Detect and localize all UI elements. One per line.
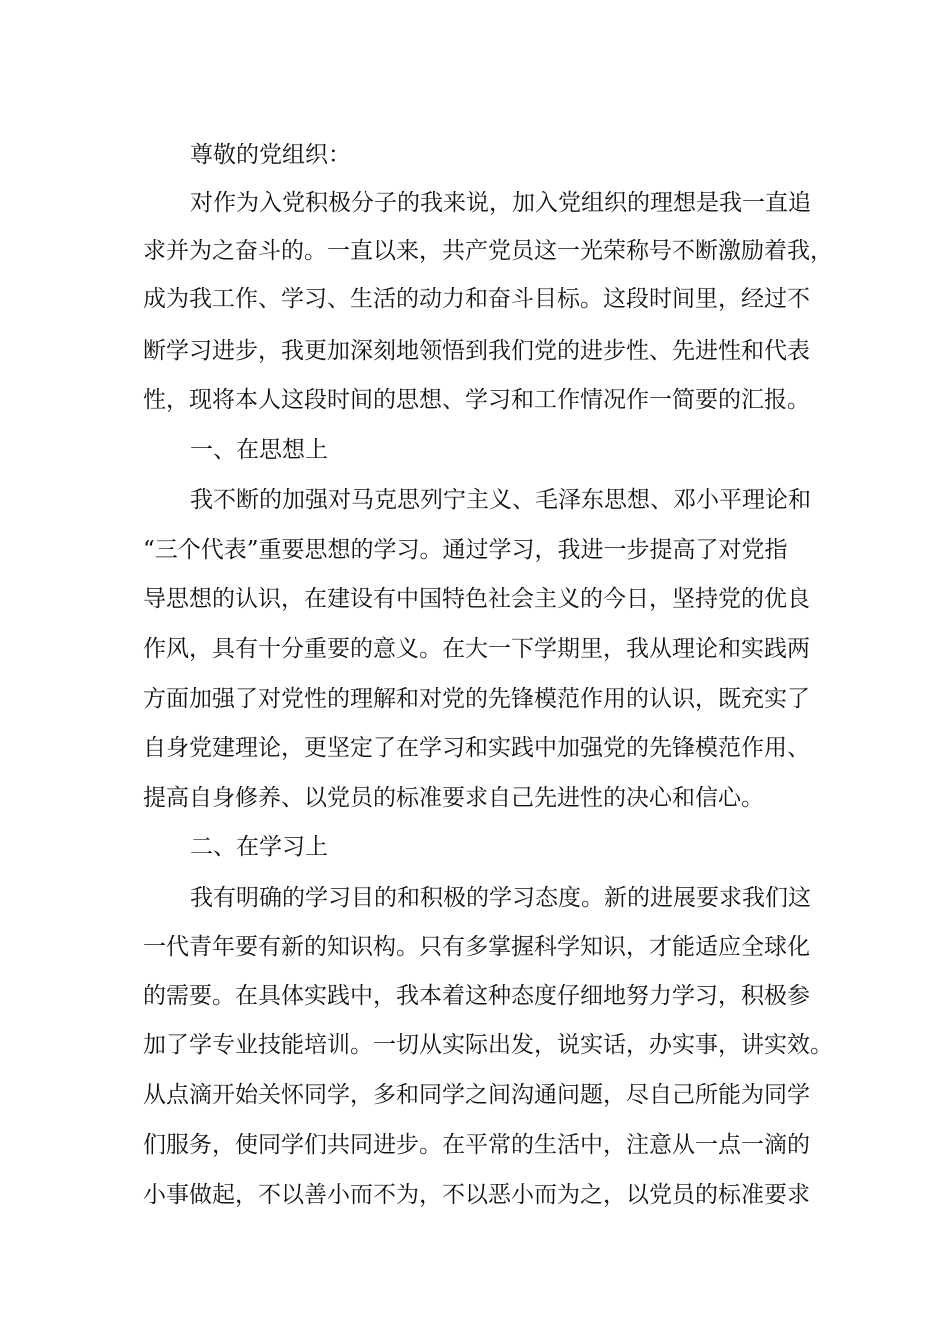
- section-heading: 二、在学习上: [190, 834, 328, 860]
- paragraph-line: 成为我工作、学习、生活的动力和奋斗目标。这段时间里，经过不: [143, 286, 810, 312]
- paragraph-line: 作风，具有十分重要的意义。在大一下学期里，我从理论和实践两: [143, 636, 810, 662]
- section-heading: 一、在思想上: [190, 437, 328, 463]
- salutation: 尊敬的党组织：: [190, 142, 351, 168]
- paragraph-line: 加了学专业技能培训。一切从实际出发，说实话，办实事，讲实效。: [143, 1032, 833, 1058]
- paragraph-line: “三个代表”重要思想的学习。通过学习，我进一步提高了对党指: [143, 537, 788, 563]
- paragraph-line: 小事做起，不以善小而不为，不以恶小而为之，以党员的标准要求: [143, 1182, 810, 1208]
- paragraph-line: 的需要。在具体实践中，我本着这种态度仔细地努力学习，积极参: [143, 983, 810, 1009]
- paragraph-line: 方面加强了对党性的理解和对党的先锋模范作用的认识，既充实了: [143, 686, 810, 712]
- paragraph-line: 对作为入党积极分子的我来说，加入党组织的理想是我一直追: [190, 190, 811, 216]
- paragraph-line: 导思想的认识，在建设有中国特色社会主义的今日，坚持党的优良: [143, 586, 810, 612]
- paragraph-line: 从点滴开始关怀同学，多和同学之间沟通问题，尽自己所能为同学: [143, 1082, 810, 1108]
- paragraph-line: 我有明确的学习目的和积极的学习态度。新的进展要求我们这: [190, 885, 811, 911]
- paragraph-line: 性，现将本人这段时间的思想、学习和工作情况作一简要的汇报。: [143, 387, 810, 413]
- paragraph-line: 求并为之奋斗的。一直以来，共产党员这一光荣称号不断激励着我，: [143, 238, 833, 264]
- paragraph-line: 们服务，使同学们共同进步。在平常的生活中，注意从一点一滴的: [143, 1132, 810, 1158]
- paragraph-line: 自身党建理论，更坚定了在学习和实践中加强党的先锋模范作用、: [143, 735, 810, 761]
- paragraph-line: 提高自身修养、以党员的标准要求自己先进性的决心和信心。: [143, 785, 764, 811]
- paragraph-line: 我不断的加强对马克思列宁主义、毛泽东思想、邓小平理论和: [190, 487, 811, 513]
- paragraph-line: 一代青年要有新的知识构。只有多掌握科学知识，才能适应全球化: [143, 934, 810, 960]
- paragraph-line: 断学习进步，我更加深刻地领悟到我们党的进步性、先进性和代表: [143, 338, 810, 364]
